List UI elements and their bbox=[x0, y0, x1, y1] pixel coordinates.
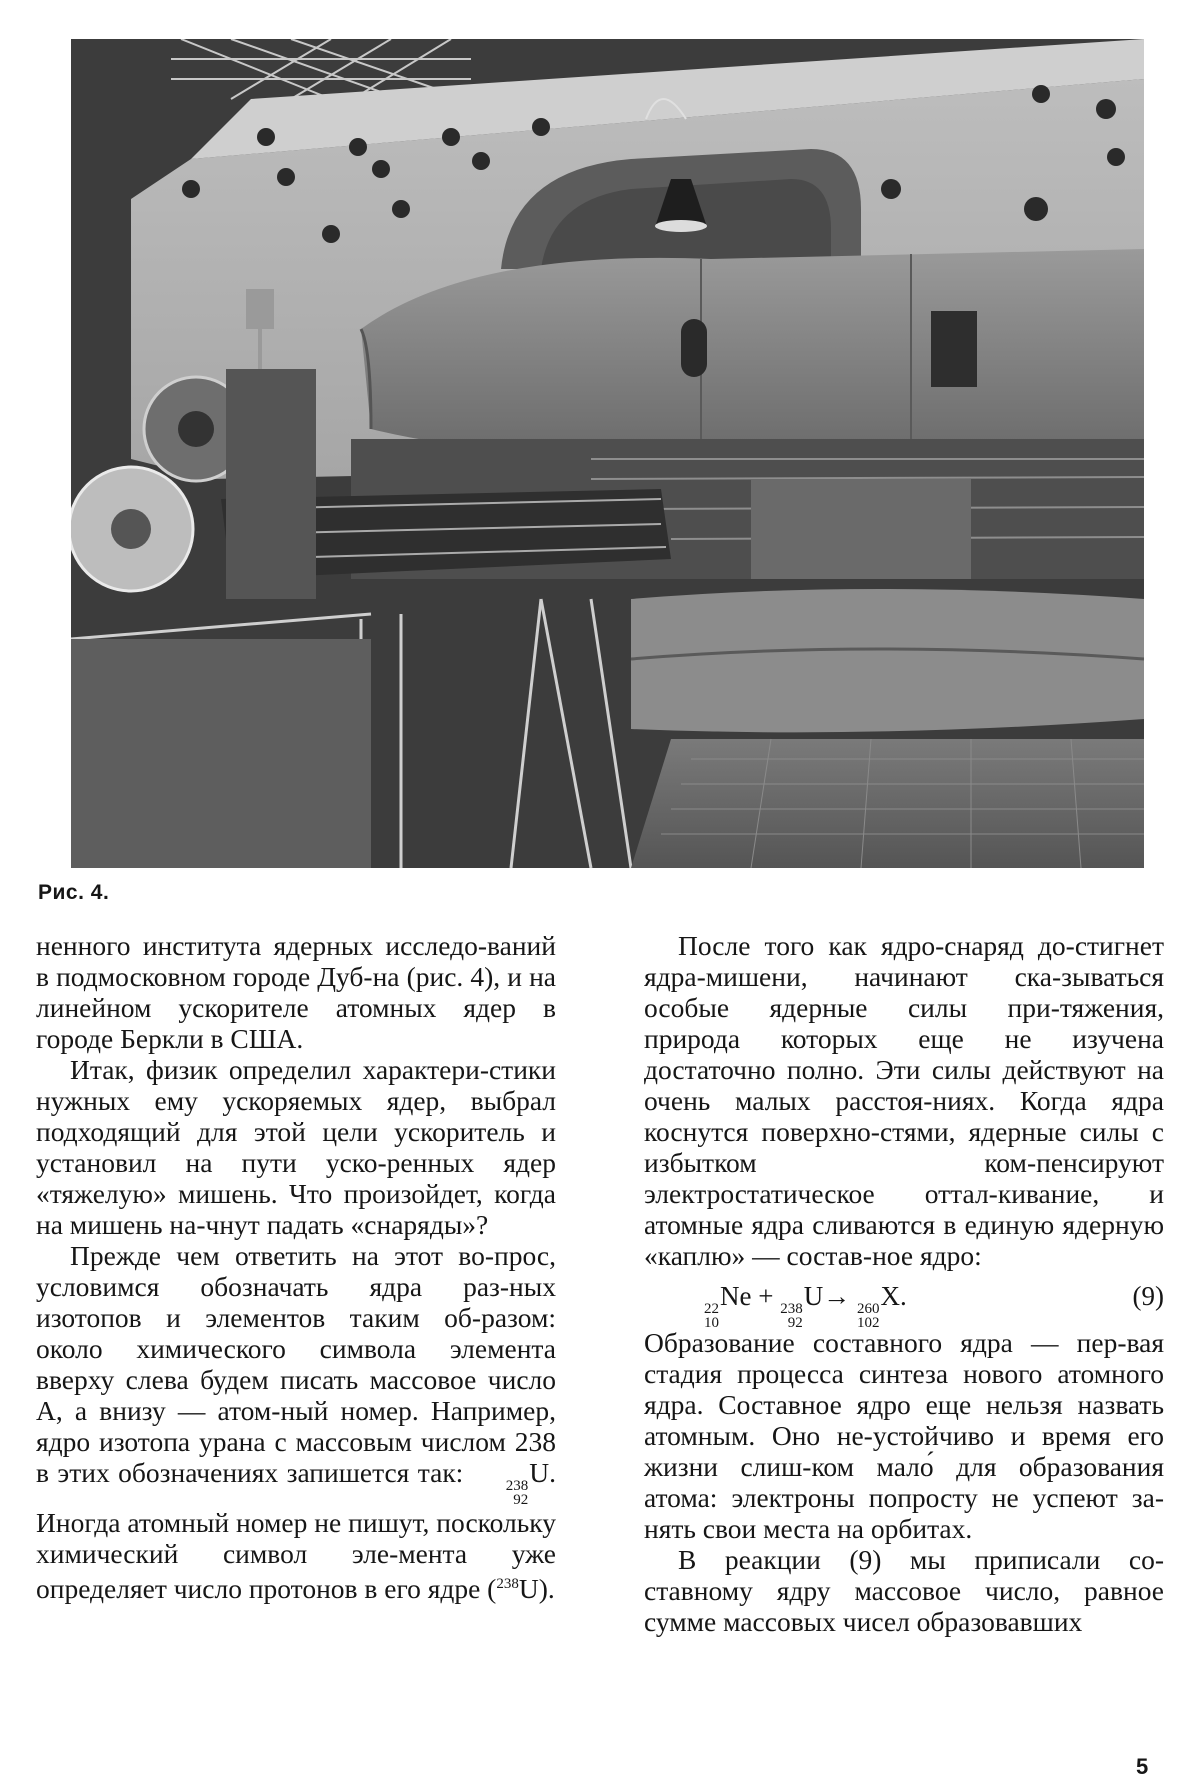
page-number: 5 bbox=[1136, 1754, 1149, 1779]
plus-sign: + bbox=[758, 1281, 774, 1311]
cyclotron-illustration bbox=[71, 39, 1144, 868]
mass-number: 22 bbox=[704, 1301, 719, 1317]
paragraph-text: Прежде чем ответить на этот во-прос, условимся обозначать ядра раз-ных изотопов и элементов таким об-разом: около химического символа элемента вверху слева будем писать массовое число A, а внизу — атом-ный номер. Например, ядро изотопа урана с массовым числом 238 в этих обозначениях запишется так: bbox=[36, 1240, 556, 1488]
left-column bbox=[36, 930, 556, 1604]
paragraph bbox=[36, 1240, 556, 1604]
mass-number: 238 bbox=[780, 1301, 803, 1317]
mass-number: 238 bbox=[496, 1576, 519, 1592]
atomic-number: 92 bbox=[787, 1315, 803, 1331]
mass-number: 260 bbox=[856, 1301, 880, 1317]
arrow-icon: → bbox=[823, 1281, 851, 1311]
paragraph-text: Иногда атомный номер не пишут, поскольку химический символ эле-мента уже определяет число протонов в его ядре ( bbox=[36, 1507, 556, 1605]
atomic-number: 102 bbox=[856, 1315, 880, 1331]
paragraph: В реакции (9) мы приписали со-ставному ядру массовое число, равное сумме массовых чисел образовавших bbox=[644, 1544, 1164, 1637]
element-symbol: Ne bbox=[720, 1281, 752, 1311]
atomic-number: 10 bbox=[704, 1315, 719, 1331]
reaction-formula bbox=[644, 1275, 1164, 1331]
paragraph: ненного института ядерных исследо-ваний в подмосковном городе Дуб-на (рис. 4), и на линейном ускорителе атомных ядер в городе Беркли в США. bbox=[36, 930, 556, 1054]
cyclotron-photo bbox=[71, 39, 1144, 868]
element-symbol: U bbox=[803, 1281, 824, 1311]
mass-number: 238 bbox=[505, 1478, 529, 1494]
figure-caption: Рис. 4. bbox=[38, 881, 110, 904]
element-symbol: X. bbox=[880, 1281, 907, 1311]
element-symbol: U). bbox=[518, 1573, 555, 1605]
element-symbol: U. bbox=[529, 1457, 557, 1488]
isotope-notation bbox=[472, 1479, 529, 1507]
atomic-number: 92 bbox=[513, 1492, 529, 1508]
paragraph: После того как ядро-снаряд до-стигнет ядра-мишени, начинают ска-зываться особые ядерные силы при-тяжения, природа которых еще не изучена достаточно полно. Эти силы действуют на очень малых расстоя-ниях. Когда ядра коснутся поверхно-стями, ядерные силы с избытком ком-пенсируют электростатическое оттал-кивание, и атомные ядра сливаются в единую ядерную «каплю» — состав-ное ядро: bbox=[644, 930, 1164, 1271]
paragraph: Итак, физик определил характери-стики нужных ему ускоряемых ядер, выбрал подходящий для этой цели ускоритель и установил на пути уско-ренных ядер «тяжелую» мишень. Что произойдет, когда на мишень на-чнут падать «снаряды»? bbox=[36, 1054, 556, 1240]
reaction-equation bbox=[704, 1281, 907, 1330]
equation-number: (9) bbox=[1132, 1281, 1164, 1311]
paragraph: Образование составного ядра — пер-вая стадия процесса синтеза нового атомного ядра. Составное ядро еще нельзя назвать атомным. Оно не-устойчиво и время его жизни слиш-ком мало́ для образования атома: электроны попросту не успеют за-нять свои места на орбитах. bbox=[644, 1327, 1164, 1544]
right-column bbox=[644, 930, 1164, 1637]
